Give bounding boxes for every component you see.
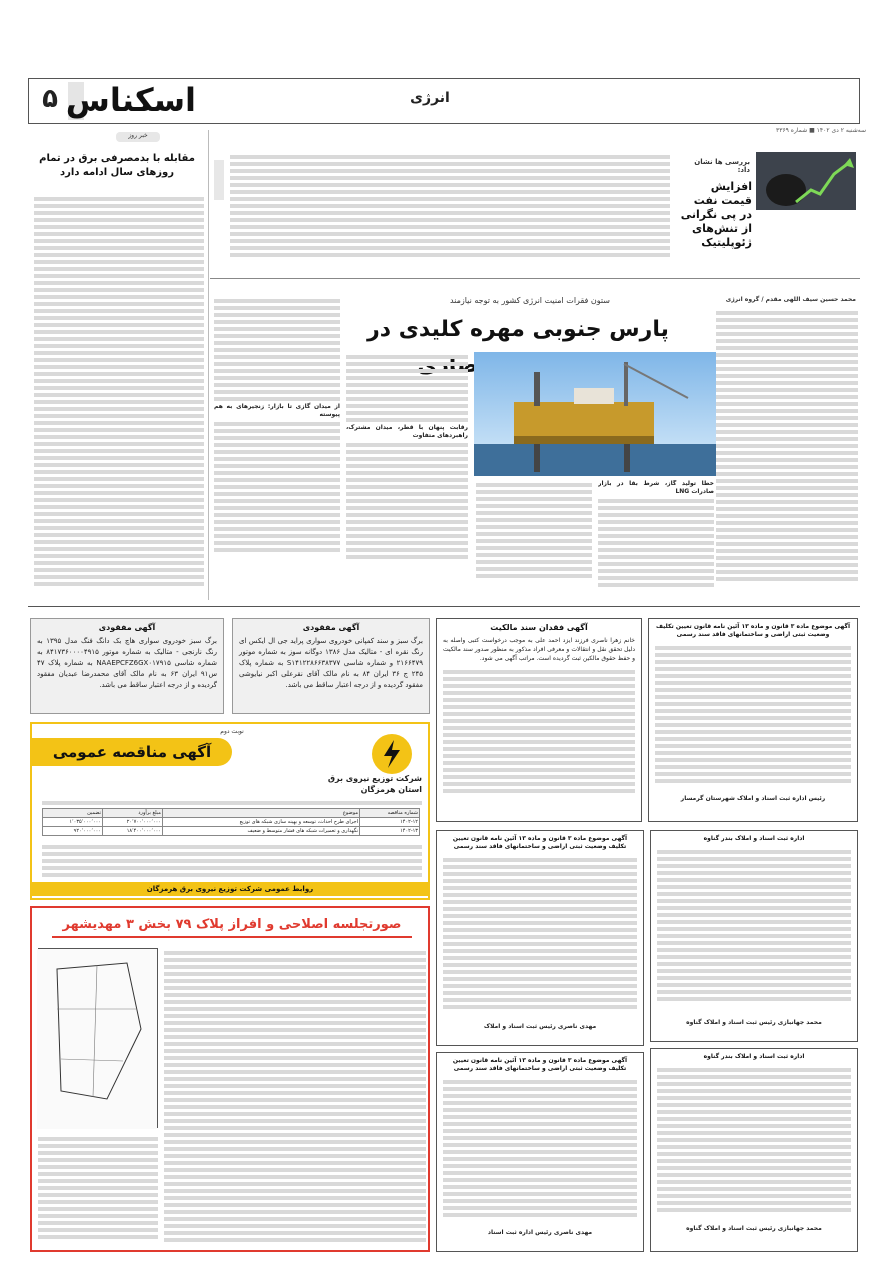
- table-row: شماره مناقصه موضوع مبلغ برآورد تضمین: [43, 809, 420, 818]
- registry-notice-3: [650, 830, 858, 1042]
- table-row: ۱۴۰۲-۱۲ اجرای طرح احداث، توسعه و بهینه سازی شبکه های توزیع ۲۰٬۷۰۰٬۰۰۰٬۰۰۰ ۱٬۰۳۵٬۰۰۰٬۰۰۰: [43, 818, 420, 827]
- deed-loss-text: خانم زهرا ناصری فرزند ایزد احمد علی به موجب درخواست کتبی واصله به دلیل تحقق نقل و انتقالات و معرفی افراد مذکور به منظور صدور سند مالکیت و حفظ حقوق مالکین ثبت گردیده است. مراتب آگهی می شود.: [443, 637, 635, 662]
- main-story-col5: [214, 296, 340, 598]
- top-story-title: افزایش قیمت نفت در پی نگرانی از تنش‌های ژئوپلیتیک: [680, 180, 752, 249]
- registry-notice-title: اداره ثبت اسناد و املاک بندر گناوه: [703, 1053, 805, 1060]
- tender-org-line1: شرکت توزیع نیروی برق: [327, 774, 422, 783]
- side-story-kicker: خبر روز: [128, 132, 148, 139]
- deed-loss-notice: [436, 618, 642, 822]
- oil-chart-image: [756, 152, 856, 210]
- registry-notice-footer: مهدی ناصری رئیس اداره ثبت اسناد: [487, 1229, 593, 1236]
- main-story-col1: [716, 308, 858, 598]
- subhead-3: از میدان گازی تا بازار: زنجیرهای به هم پیوسته: [214, 403, 340, 418]
- column-rule: [208, 130, 209, 600]
- registry-notice-footer: محمد جهانبازی رئیس ثبت اسناد و املاک گناوه: [686, 1019, 822, 1026]
- lost-notice-text: برگ سبز و سند کمپانی خودروی سواری پراید جی ال ایکس ای رنگ نقره ای - متالیک مدل ۱۳۸۶ دوگانه سوز به شماره موتور ۲۱۶۶۴۷۹ و شماره شاسی S۱۴۱۲۲۸۶۶۳۸۳۷۷ به شماره پلاک ۲۴۵ ج ۳۶ ایران ۸۴ به نام مالک آقای نقرعلی اکبر نیایوشی مفقود گردیده و از درجه اعتبار ساقط می باشد.: [239, 637, 424, 689]
- registry-notice-5: [650, 1048, 858, 1252]
- lost-notice-title: آگهی مفقودی: [302, 623, 360, 632]
- survey-map: [38, 948, 158, 1128]
- top-story-image: [756, 152, 856, 210]
- deed-loss-title: آگهی فقدان سند مالکیت: [490, 623, 588, 632]
- tender-title: آگهی مناقصه عمومی: [32, 738, 232, 766]
- main-story-kicker: ستون فقرات امنیت انرژی کشور به توجه نیازمند: [449, 296, 611, 305]
- main-story-col2: [598, 480, 714, 598]
- top-story-body: [230, 152, 670, 264]
- dateline: سه‌شنبه ۲ دی ۱۴۰۲ ■ شماره ۳۳۶۹: [776, 127, 866, 134]
- tender-logo-icon: [372, 734, 412, 774]
- divider: [210, 278, 860, 279]
- offshore-platform-image: [474, 352, 716, 476]
- main-story-col3: [476, 480, 592, 598]
- main-story-title: پارس جنوبی مهره کلیدی در: [367, 317, 669, 342]
- minutes-notice: [30, 906, 430, 1252]
- registry-notice-1: [648, 618, 858, 822]
- minutes-title: صورتجلسه اصلاحی و افراز پلاک ۷۹ بخش ۳ مهدیشهر: [52, 912, 412, 938]
- side-story-body: [34, 194, 204, 594]
- top-story-kicker: بررسی ها نشان داد:: [694, 158, 750, 174]
- main-story-col4: [346, 352, 468, 598]
- parcel-map-image: [37, 949, 157, 1129]
- registry-notice-title: اداره ثبت اسناد و املاک بندر گناوه: [703, 835, 805, 842]
- lost-notice-text: برگ سبز خودروی سواری هاچ بک دانگ فنگ مدل ۱۳۹۵ به رنگ نارنجی - متالیک به شماره موتور ۸۴۱۷۳۶۰۰۰۰۴۹۱۵ به شماره شاسی NAAEPCFZ6GX۰۱۷۹۱۵ به شماره پلاک ۴۷ س۹۱ ایران ۶۳ به نام مالک آقای محمدرضا عبدیان مفقود گردیده و از درجه اعتبار ساقط می باشد.: [37, 637, 218, 689]
- divider: [28, 606, 860, 607]
- main-story-byline: محمد حسین سیف اللهی مقدم / گروه انرژی: [725, 296, 856, 303]
- page-number: ۵: [42, 84, 58, 114]
- registry-notice-2: [436, 830, 644, 1046]
- section-title: انرژی: [410, 90, 450, 106]
- tender-badge: نوبت دوم: [220, 728, 244, 735]
- table-row: ۱۴۰۲-۱۳ نگهداری و تعمیرات شبکه های فشار متوسط و ضعیف ۱۸٬۴۰۰٬۰۰۰٬۰۰۰ ۹۲۰٬۰۰۰٬۰۰۰: [43, 827, 420, 836]
- registry-notice-footer: مهدی ناصری رئیس ثبت اسناد و املاک: [483, 1023, 597, 1030]
- registry-notice-footer: محمد جهانبازی رئیس ثبت اسناد و املاک گناوه: [686, 1225, 822, 1232]
- registry-notice-title: آگهی موضوع ماده ۳ قانون و ماده ۱۳ آئین نامه قانون تعیین تکلیف وضعیت ثبتی اراضی و ساختمانهای فاقد سند رسمی: [452, 1057, 628, 1072]
- subhead-2: رقابت پنهان با قطر، میدان مشترک، راهبردهای متفاوت: [346, 424, 468, 439]
- logo: اسکناس: [65, 81, 196, 119]
- registry-notice-title: آگهی موضوع ماده ۳ قانون و ماده ۱۳ آئین نامه قانون تعیین تکلیف وضعیت ثبتی اراضی و ساختمانهای فاقد سند رسمی: [655, 623, 851, 638]
- tender-table: [42, 808, 420, 836]
- registry-notice-footer: رئیس اداره ثبت اسناد و املاک شهرستان گرمسار: [680, 795, 826, 802]
- main-story-photo: [474, 352, 716, 476]
- lost-notice-2: [232, 618, 430, 714]
- tender-footer: روابط عمومی شرکت توزیع نیروی برق هرمزگان: [32, 882, 428, 896]
- registry-notice-4: [436, 1052, 644, 1252]
- subhead-1: خطا تولید گاز، شرط بقا در بازار صادرات LNG: [598, 480, 714, 495]
- tender-org-line2: استان هرمزگان: [360, 785, 422, 794]
- lost-notice-title: آگهی مفقودی: [98, 623, 156, 632]
- side-story-title: مقابله با بدمصرفی برق در تمام روزهای سال ادامه دارد: [39, 153, 195, 178]
- top-story-vertical-tag: [214, 160, 224, 200]
- tender-notice: [30, 722, 430, 900]
- registry-notice-title: آگهی موضوع ماده ۳ قانون و ماده ۱۳ آئین نامه قانون تعیین تکلیف وضعیت ثبتی اراضی و ساختمانهای فاقد سند رسمی: [452, 835, 628, 850]
- lost-notice-1: [30, 618, 224, 714]
